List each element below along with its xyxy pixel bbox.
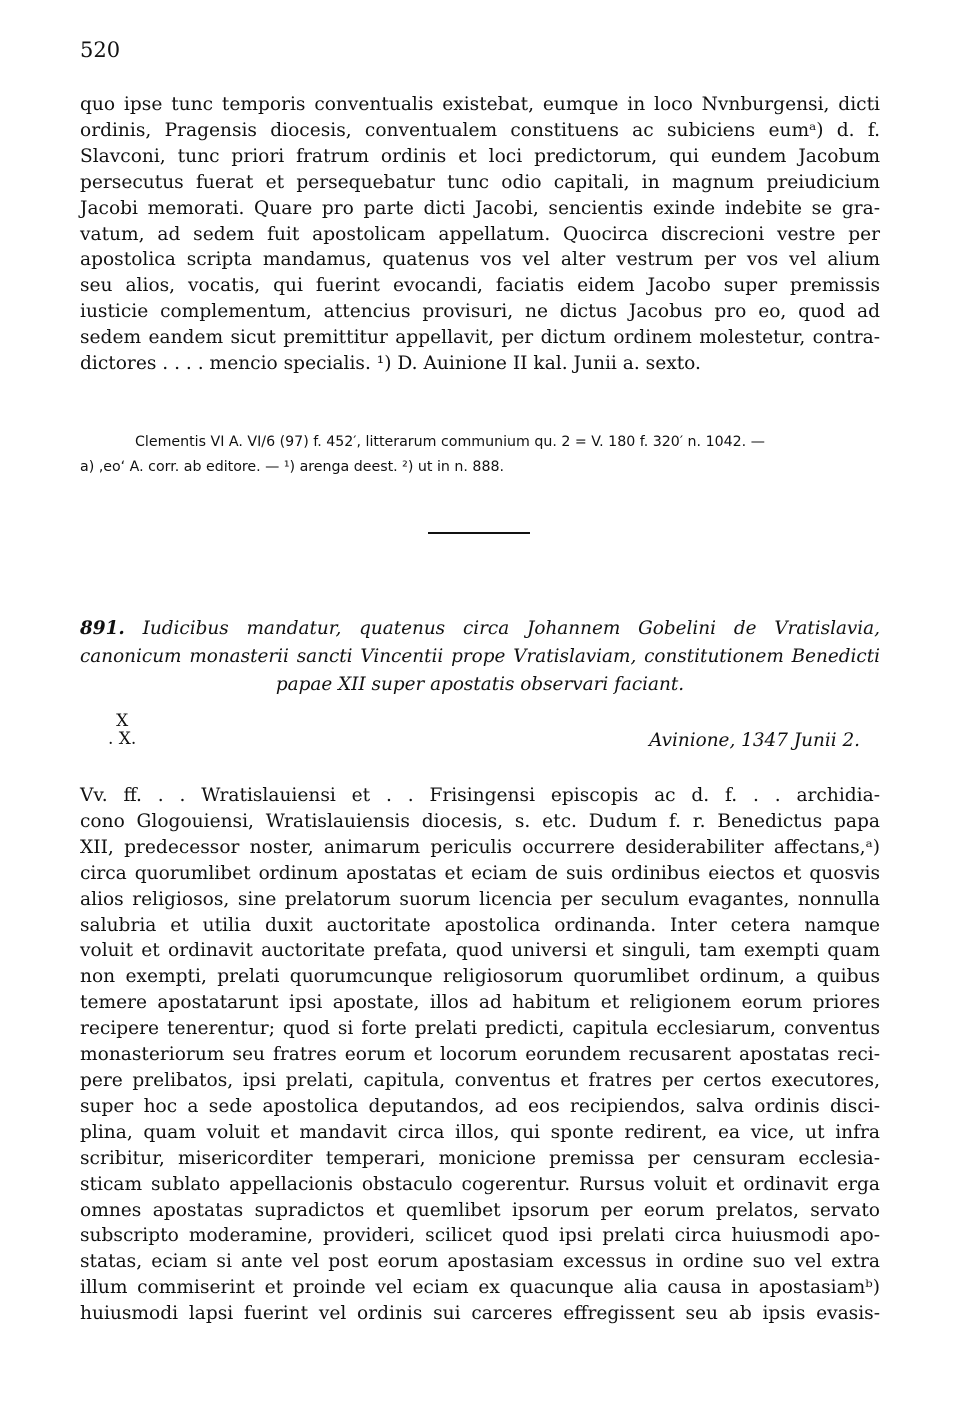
document-number: 891. [80,618,125,639]
text-line: iusticie complementum, attencius provisuri, ne dictus Jacobus pro eo, quod ad [80,301,880,323]
text-line: apostolica scripta mandamus, quatenus vos vel alter vestrum per vos vel alium [80,249,880,271]
seal-bottom: . X. [108,729,137,749]
text-line: huiusmodi lapsi fuerint vel ordinis sui carceres effregissent seu ab ipsis evasis- [80,1303,880,1325]
text-line: alios religiosos, sine prelatorum suorum licencia per seculum evagantes, nonnulla [80,888,880,910]
note-line: a) ‚eo‘ A. corr. ab editore. — ¹) arenga deest. ²) ut in n. 888. [80,459,505,475]
heading-line-1 [80,615,880,643]
text-line: monasteriorum seu fratres eorum et locorum eorundem recusarent apostatas reci- [80,1044,880,1066]
text-line: circa quorumlibet ordinum apostatas et eciam de suis ordinibus eiectos et quosvis [80,862,880,884]
seal-top: X [116,711,129,731]
text-line: Jacobi memorati. Quare pro parte dicti Jacobi, sencientis exinde indebite se gra- [80,197,880,219]
text-line: temere apostatarunt ipsi apostate, illos ad habitum et religionem eorum priores [80,992,880,1014]
document-body [80,783,880,1327]
text-line: omnes apostatas supradictos et quemlibet ipsorum per eorum prelatos, servato [80,1199,880,1221]
text-line: ordinis, Pragensis diocesis, conventualem constituens ac subiciens eumᵃ) d. f. [80,119,880,141]
text-line: salubria et utilia duxit auctoritate apostolica ordinanda. Inter cetera namque [80,914,880,936]
text-line: voluit et ordinavit auctoritate prefata, quod universi et singuli, tam exempti quam [80,940,880,962]
note-line: Clementis VI A. VI/6 (97) f. 452′, litterarum communium qu. 2 = V. 180 f. 320′ n. 1042. — [135,434,765,450]
text-line: sedem eandem sicut premittitur appellavit, per dictum ordinem molestetur, contra- [80,327,880,349]
text-line: statas, eciam si ante vel post eorum apostasiam excessus in ordine suo vel extra [80,1251,880,1273]
heading-line-2: canonicum monasterii sancti Vincentii prope Vratislaviam, constitutionem Benedicti [80,646,880,667]
text-line: recipere tenerentur; quod si forte prelati predicti, capitula ecclesiarum, conventus [80,1018,880,1040]
section-divider [428,532,530,534]
text-line: XII, predecessor noster, animarum periculis occurrere desiderabiliter affectans,ᵃ) [80,836,880,858]
text-line: cono Glogouiensi, Wratislauiensis diocesis, s. etc. Dudum f. r. Benedictus papa [80,810,880,832]
text-line: subscripto moderamine, provideri, scilicet quod ipsi prelati circa huiusmodi apo- [80,1225,880,1247]
source-notes [80,430,880,480]
text-line: dictores . . . . mencio specialis. ¹) D. Auinione II kal. Junii a. sexto. [80,353,701,375]
text-line: sticam sublato appellacionis obstaculo cogerentur. Rursus voluit et ordinavit erga [80,1173,880,1195]
page-number: 520 [80,38,121,62]
paragraph-continued [80,92,880,377]
text-line: persecutus fuerat et persequebatur tunc odio capitali, in magnum preiudicium [80,171,880,193]
heading-line-3: papae XII super apostatis observari faciant. [275,674,685,695]
text-line: Slavconi, tunc priori fratrum ordinis et loci predictorum, qui eundem Jacobum [80,145,880,167]
text-line: illum commiserint et proinde vel eciam ex quacunque alia causa in apostasiamᵇ) [80,1277,880,1299]
text-line: plina, quam voluit et mandavit circa illos, qui sponte redirent, ea vice, ut infra [80,1121,880,1143]
place-date: Avinione, 1347 Junii 2. [649,730,860,751]
document-heading [80,615,880,699]
seal-mark [108,712,136,748]
text-line: pere prelibatos, ipsi prelati, capitula, conventus et fratres per certos executores, [80,1069,880,1091]
text-line: seu alios, vocatis, qui fuerint evocandi, faciatis eidem Jacobo super premissis [80,275,880,297]
heading-text: Iudicibus mandatur, quatenus circa Johannem Gobelini de Vratislavia, [142,618,880,639]
text-line: scribitur, misericorditer temperari, monicione premissa per censuram ecclesia- [80,1147,880,1169]
text-line: non exempti, prelati quorumcunque religiosorum quorumlibet ordinum, a quibus [80,966,880,988]
text-line: Vv. ff. . . Wratislauiensi et . . Frisingensi episcopis ac d. f. . . archidia- [80,785,880,806]
text-line: quo ipse tunc temporis conventualis existebat, eumque in loco Nvnburgensi, dicti [80,94,880,115]
text-line: vatum, ad sedem fuit apostolicam appellatum. Quocirca discrecioni vestre per [80,223,880,245]
text-line: super hoc a sede apostolica deputandos, ad eos recipiendos, salva ordinis disci- [80,1095,880,1117]
